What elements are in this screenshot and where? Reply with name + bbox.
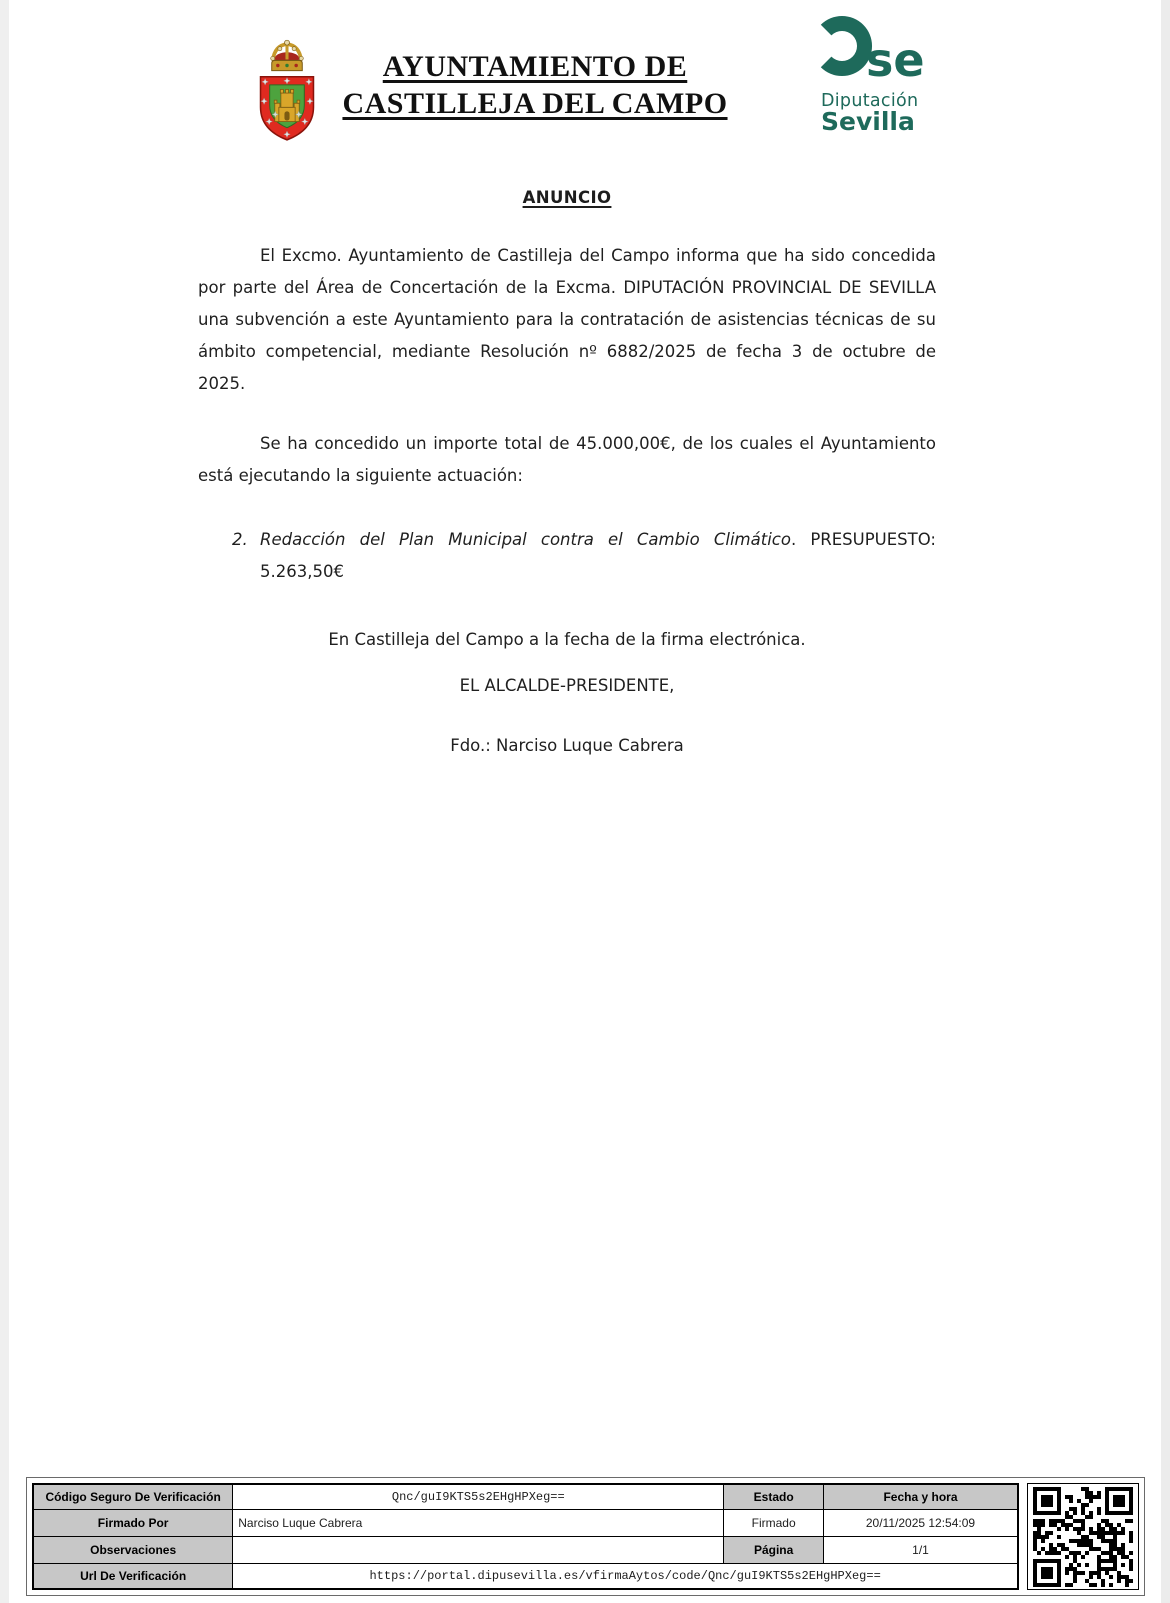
list-item-actuacion (232, 524, 936, 588)
title-line-1: AYUNTAMIENTO DE (382, 50, 688, 83)
qr-code-icon (1033, 1487, 1133, 1587)
paragraph-grant-info: El Excmo. Ayuntamiento de Castilleja del Campo informa que ha sido concedida por parte del Área de Concertación de la Excma. DIPUTACIÓN PROVINCIAL DE SEVILLA una subvención a este Ayuntamiento para la contratación de asistencias técnicas de su ámbito competencial, mediante Resolución nº 6882/2025 de fecha 3 de octubre de 2025. (198, 246, 936, 393)
observaciones-value (233, 1536, 724, 1563)
table-row-csv (33, 1484, 1018, 1509)
list-item-budget: . PRESUPUESTO: 5.263,50€ (260, 530, 936, 581)
url-label: Url De Verificación (33, 1563, 233, 1589)
table-row-firmado (33, 1509, 1018, 1536)
logo-line-diputacion: Diputación (821, 91, 919, 111)
signature-verification-block (26, 1477, 1145, 1596)
dse-mark-text: se (866, 33, 925, 87)
page-edge-right (1161, 0, 1170, 1603)
closing-place-line: En Castilleja del Campo a la fecha de la firma electrónica. (328, 630, 806, 649)
fecha-label: Fecha y hora (823, 1484, 1018, 1509)
qr-code (1027, 1483, 1139, 1590)
pagina-value: 1/1 (823, 1536, 1018, 1563)
list-item-number: 2. (232, 530, 248, 549)
csv-label: Código Seguro De Verificación (33, 1484, 233, 1509)
estado-value: Firmado (724, 1509, 824, 1536)
signature-line: Fdo.: Narciso Luque Cabrera (450, 736, 684, 755)
firmado-por-label: Firmado Por (33, 1509, 233, 1536)
firmado-por-value: Narciso Luque Cabrera (233, 1509, 724, 1536)
dse-crescent-icon (821, 16, 872, 76)
document-heading (198, 188, 936, 207)
pagina-label: Página (724, 1536, 824, 1563)
title-line-2: CASTILLEJA DEL CAMPO (342, 87, 728, 120)
page-edge-left (0, 0, 9, 1603)
csv-value: Qnc/guI9KTS5s2EHgHPXeg== (233, 1484, 724, 1509)
estado-label: Estado (724, 1484, 824, 1509)
table-row-observaciones (33, 1536, 1018, 1563)
paragraph-amount: Se ha concedido un importe total de 45.000,00€, de los cuales el Ayuntamiento está ejecutando la siguiente actuación: (198, 434, 936, 485)
url-value: https://portal.dipusevilla.es/vfirmaAytos/code/Qnc/guI9KTS5s2EHgHPXeg== (233, 1563, 1018, 1589)
fecha-value: 20/11/2025 12:54:09 (823, 1509, 1018, 1536)
closing-role-line: EL ALCALDE-PRESIDENTE, (459, 676, 675, 695)
diputacion-sevilla-logo (813, 10, 931, 136)
list-item-plan-name: Redacción del Plan Municipal contra el Cambio Climático (260, 530, 791, 549)
document-heading-text: ANUNCIO (522, 188, 612, 207)
page-title (290, 48, 780, 122)
observaciones-label: Observaciones (33, 1536, 233, 1563)
table-row-url (33, 1563, 1018, 1589)
verification-table (32, 1483, 1019, 1590)
logo-line-sevilla: Sevilla (821, 107, 915, 136)
